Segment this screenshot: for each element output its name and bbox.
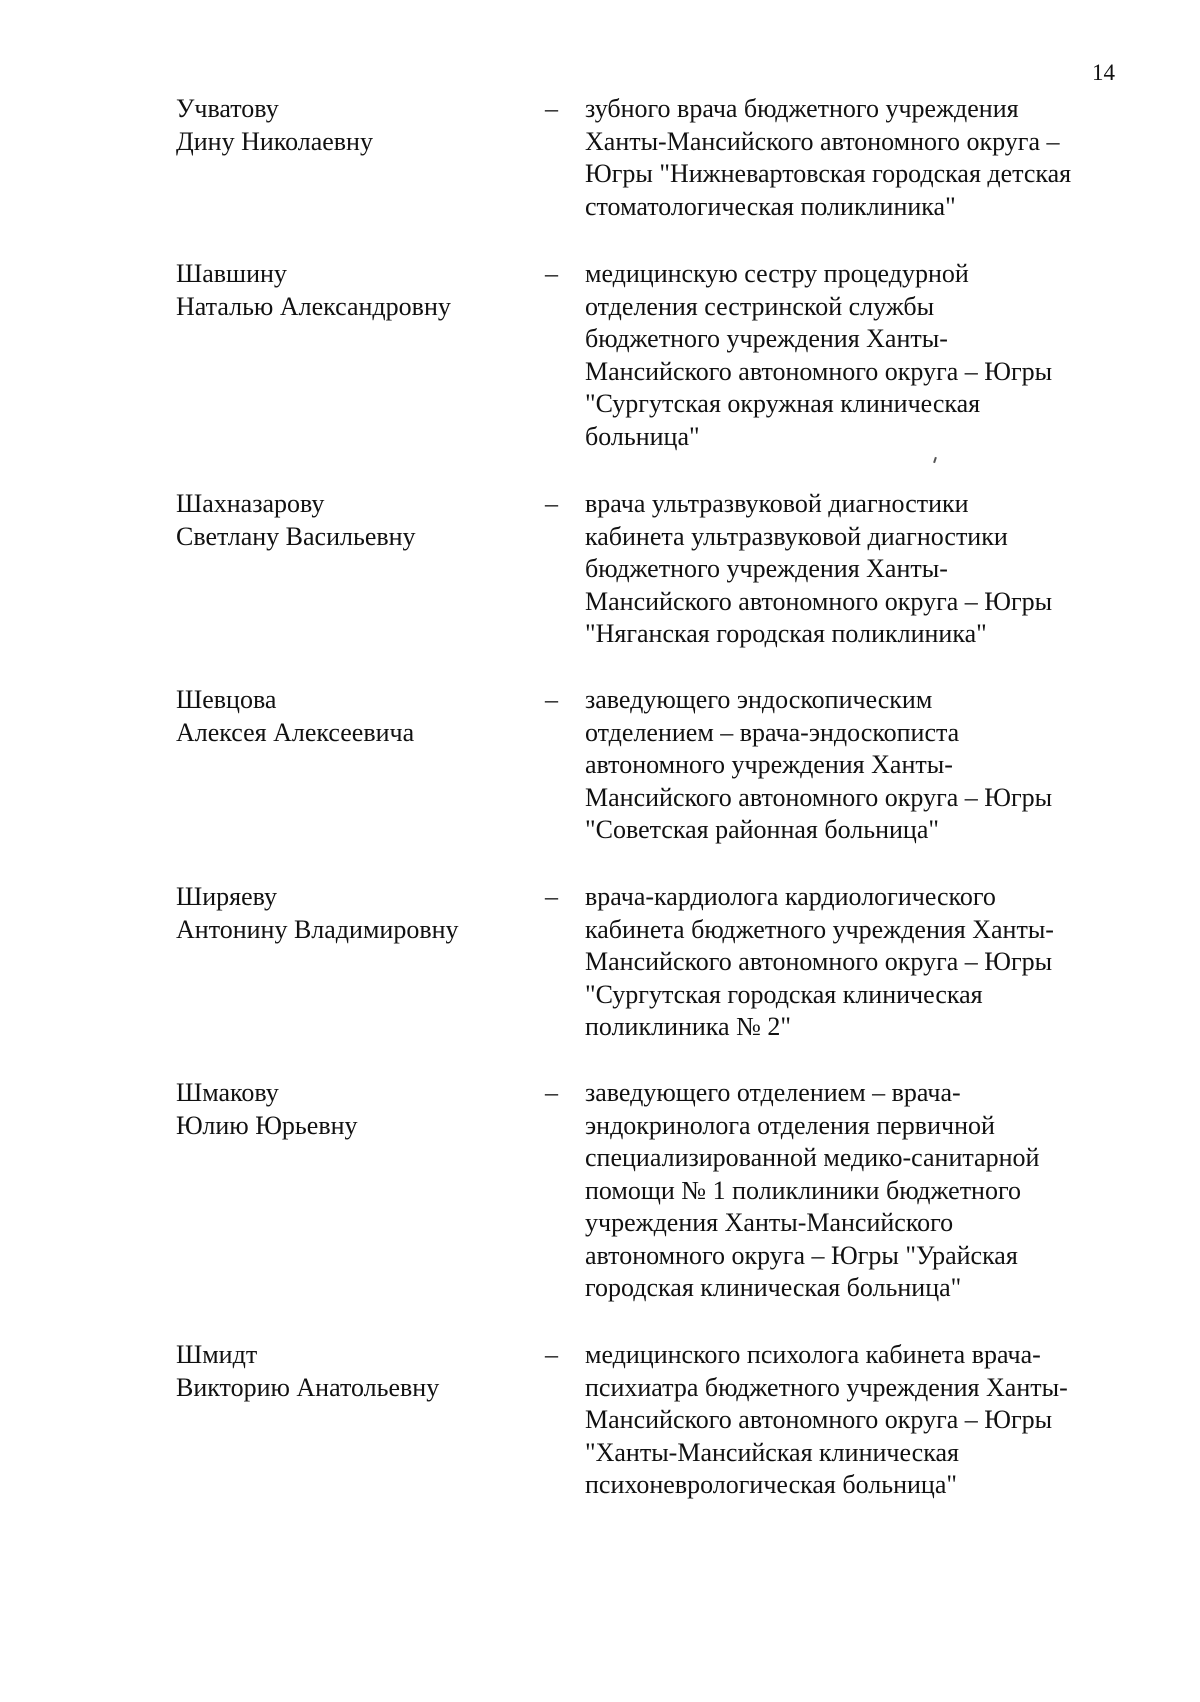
entry-surname: Ширяеву [176,882,278,911]
desc-line: стоматологическая поликлиника" [585,191,956,221]
desc-line: городская клиническая больница" [585,1273,962,1302]
desc-line: Мансийского автономного округа – Югры [585,356,1053,386]
entry-name [176,93,536,158]
desc-line: Югры "Нижневартовская городская детская [585,159,1072,188]
desc-line: медицинского психолога кабинета врача- [585,1340,1041,1369]
entry-surname: Шевцова [176,685,277,714]
desc-line: психоневрологическая больница" [585,1470,957,1499]
entry-dash: – [545,882,558,911]
entry-surname: Учватову [176,94,279,123]
desc-line: отделения сестринской службы [585,291,935,321]
desc-line: бюджетного учреждения Ханты- [585,324,948,353]
desc-line: автономного округа – Югры "Урайская [585,1240,1018,1270]
desc-line: Мансийского автономного округа – Югры [585,782,1053,812]
desc-line: заведующего эндоскопическим [585,685,933,714]
entry-name [176,881,536,946]
desc-line: заведующего отделением – врача- [585,1078,961,1107]
desc-line: эндокринолога отделения первичной [585,1110,995,1140]
desc-line: Мансийского автономного округа – Югры [585,586,1053,616]
entry-name [176,684,536,749]
entry-description [585,488,1125,651]
entry-name [176,258,536,323]
entry-given-name: Дину Николаевну [176,126,373,156]
desc-line: врача-кардиолога кардиологического [585,882,996,911]
entry-dash: – [545,489,558,518]
desc-line: "Няганская городская поликлиника" [585,619,987,648]
desc-line: кабинета бюджетного учреждения Ханты- [585,914,1054,944]
desc-line: "Ханты-Мансийская клиническая [585,1437,959,1467]
entry-surname: Шавшину [176,259,287,288]
speck-mark [933,457,937,463]
entry-description [585,1077,1125,1305]
desc-line: врача ультразвуковой диагностики [585,489,969,518]
desc-line: специализированной медико-санитарной [585,1143,1040,1172]
entry-name [176,1077,536,1142]
desc-line: Мансийского автономного округа – Югры [585,947,1053,976]
entry-given-name: Викторию Анатольевну [176,1372,440,1402]
entry-description [585,881,1125,1044]
desc-line: медицинскую сестру процедурной [585,259,969,288]
desc-line: психиатра бюджетного учреждения Ханты- [585,1372,1068,1402]
entry-name [176,488,536,553]
entry-dash: – [545,94,558,123]
entry-description [585,684,1125,847]
entry-dash: – [545,259,558,288]
entry-dash: – [545,685,558,714]
desc-line: Мансийского автономного округа – Югры [585,1405,1053,1434]
entry-description [585,1339,1125,1502]
desc-line: "Сургутская окружная клиническая [585,389,981,418]
entry-given-name: Юлию Юрьевну [176,1110,358,1140]
desc-line: поликлиника № 2" [585,1012,792,1041]
desc-line: бюджетного учреждения Ханты- [585,554,948,583]
entry-given-name: Светлану Васильевну [176,521,416,551]
entry-description [585,258,1125,453]
desc-line: больница" [585,421,700,451]
entry-surname: Шмидт [176,1340,258,1369]
entry-name [176,1339,536,1404]
entry-given-name: Алексея Алексеевича [176,717,415,747]
entry-surname: Шахназарову [176,489,325,518]
desc-line: помощи № 1 поликлиники бюджетного [585,1175,1021,1205]
desc-line: учреждения Ханты-Мансийского [585,1208,954,1237]
entry-description [585,93,1125,223]
desc-line: отделением – врача-эндоскописта [585,717,960,747]
desc-line: автономного учреждения Ханты- [585,750,953,779]
desc-line: зубного врача бюджетного учреждения [585,94,1019,123]
desc-line: "Сургутская городская клиническая [585,979,983,1009]
entry-given-name: Наталью Александровну [176,291,451,321]
desc-line: кабинета ультразвуковой диагностики [585,521,1008,551]
entry-surname: Шмакову [176,1078,279,1107]
entry-dash: – [545,1340,558,1369]
page-number: 14 [1092,60,1115,85]
entry-given-name: Антонину Владимировну [176,914,459,944]
entry-dash: – [545,1078,558,1107]
desc-line: Ханты-Мансийского автономного округа – [585,126,1060,156]
desc-line: "Советская районная больница" [585,815,939,844]
